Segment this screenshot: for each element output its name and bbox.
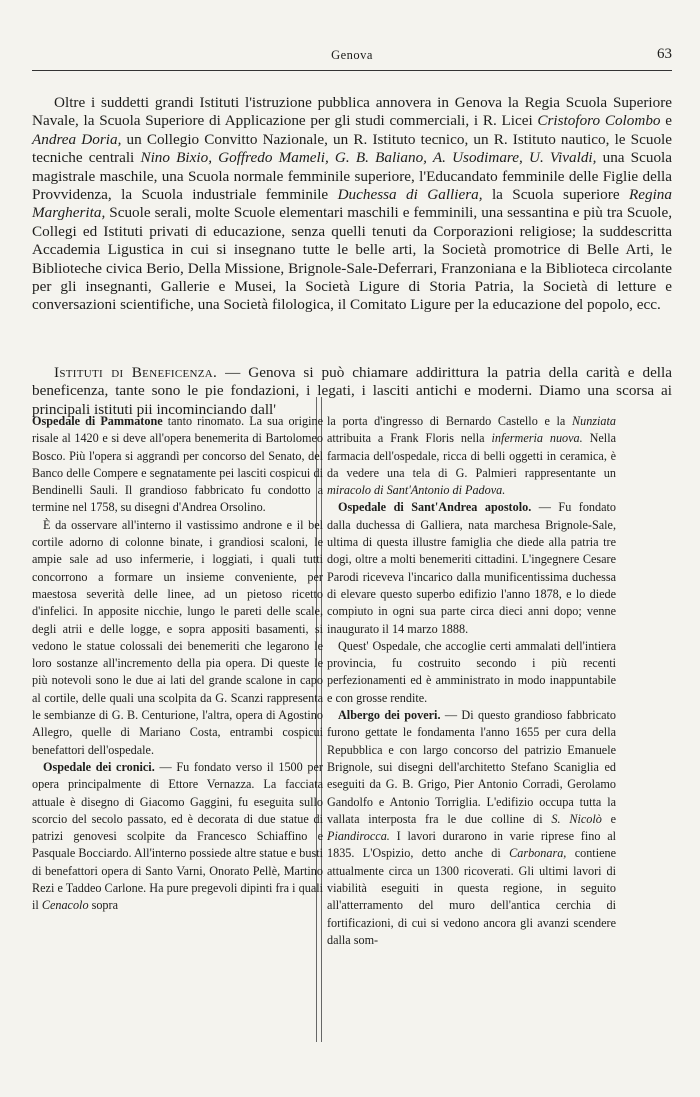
entry-heading: Ospedale dei cronici. — [43, 759, 155, 774]
italic-run: Cenacolo — [41, 898, 89, 913]
italic-run: S. Nicolò — [551, 811, 602, 826]
italic-run: infermeria nuova. — [491, 431, 583, 446]
italic-run: Regina Margherita, — [32, 186, 672, 222]
entry-heading: Albergo dei poveri. — [338, 708, 441, 723]
italic-run: Carbonara, — [509, 846, 567, 861]
text-run: — Di questo grandioso fabbricato furono gettate le fondamenta l'anno 1655 per cura della Repubblica e con largo concorso del patrizio Emanuele Brignole, sui disegni dell'architetto Stefano Scaniglia ed eseguiti da G. B. Grigo, Pier Antonio Corradi, Gerolamo Gandolfo e Antonio Torriglia. L'edifizio occupa tutta la vallata interposta fra le due colline di — [327, 708, 616, 826]
pammatone-paragraph — [32, 413, 323, 517]
running-header — [32, 46, 672, 66]
entry-heading: Ospedale di Pammatone — [32, 414, 163, 428]
section-heading: Istituti di Beneficenza. — [54, 364, 218, 381]
italic-run: Andrea Doria, — [32, 130, 122, 148]
text-run: una Scuola magistrale maschile, una Scuola normale femminile superiore, l'Educandato femminile delle Figlie della Provvidenza, la Scuola industriale femminile — [32, 149, 673, 204]
italic-run: Piandirocca. — [327, 829, 390, 844]
right-column — [327, 413, 616, 949]
albergo-paragraph — [327, 707, 616, 949]
running-title: Genova — [331, 48, 373, 62]
page-number: 63 — [657, 46, 672, 62]
text-run: Oltre i suddetti grandi Istituti l'istruzione pubblica annovera in Genova la Regia Scuola Superiore Navale, la Scuola Superiore di Applicazione per gli studi commerciali, i R. Licei — [32, 94, 672, 130]
text-run: — Fu fondato verso il 1500 per opera principalmente di Ettore Vernazza. La facciata attuale è disegno di Giacomo Gaggini, fu eseguita sullo scorcio del secolo passato, ed è decorata di due statue di patrizi genovesi scolpite da Francesco Schiaffino e Pasquale Bocciardo. All'interno possiede altre statue e busti di benefattori opera di Santo Varni, Onorato Pellè, Martino Rezi e Taddeo Carlone. Ha pure pregevoli dipinti fra i quali il — [32, 759, 323, 913]
text-run: Scuole serali, molte Scuole elementari maschili e femminili, una sessantina e più tra Scuole, Collegi ed Istituti privati di educazione, senza quelli tenuti da Corporazioni religiose; la suddescritta Accademia Ligustica in cui si insegnano tutte le belle arti, la Società promotrice di Belle Arti, le Biblioteche civica Berio, Della Missione, Brignole-Sale-Deferrari, Franzoniana e la Biblioteca circolante per gli insegnanti, Gallerie e Musei, la Società Ligure di Storia Patria, la Società di letture e conversazioni scientifiche, una Società filologica, il Comitato Ligure per la educazione del popolo, ecc. — [32, 204, 672, 314]
text-run: — Fu fondato dalla duchessa di Galliera, nata marchesa Brignole-Sale, ultima di questa illustre famiglia che diede alla patria tre dogi, oltre a molti benemeriti cittadini. L'ingegnere Cesare Parodi riceveva l'incarico dalla munificentissima duchessa di elevare questo superbo edifizio l'anno 1878, e lo diede compiuto in ogni sua parte circa dieci anni dopo; venne inaugurato il 14 marzo 1888. — [327, 500, 616, 636]
text-run: un Collegio Convitto Nazionale, un R. Istituto tecnico, un R. Istituto nautico, le Scuole tecniche centrali — [32, 130, 672, 167]
italic-run: Cristoforo Colombo — [537, 112, 661, 130]
text-run: e — [660, 112, 672, 130]
education-paragraph — [32, 94, 672, 315]
italic-run: Nino Bixio, Goffredo Mameli, G. B. Baliano, A. Usodimare, U. Vivaldi, — [140, 149, 597, 167]
text-run: contiene attualmente circa un 1300 ricoverati. Gli ultimi lavori di viabilità eseguiti in questa regione, in seguito all'atterramento del muro dell'antica cerchia di fortificazioni, di cui si vedono ancora gli avanzi scendere dalla som- — [327, 846, 616, 947]
left-column — [32, 413, 323, 915]
santandrea-paragraph-2: Quest' Ospedale, che accoglie certi ammalati dell'intiera provincia, fu costruito secondo i più recenti perfezionamenti ed è amministrato in modo inappuntabile e con grosse rendite. — [327, 638, 616, 705]
santandrea-paragraph — [327, 499, 616, 637]
text-run: — Genova si può chiamare addirittura la patria della carità e della beneficenza, tante sono le pie fondazioni, i legati, i lasciti antichi e moderni. Diamo una scorsa ai principali istituti pii incominciando dall' — [32, 364, 672, 418]
text-run: tanto rinomato. La sua origine risale al 1420 e si deve all'opera benemerita di Bartolomeo Bosco. Più l'opera si aggrandì per concorso del Senato, del Banco delle Compere e segnatamente pei lasciti cospicui di Bendinelli Sauli. Il grandioso fabbricato fu condotto a termine nel 1758, su disegni d'Andrea Orsolino. — [32, 414, 323, 515]
text-run: la Scuola superiore — [482, 186, 629, 204]
text-run: la porta d'ingresso di Bernardo Castello e la — [327, 414, 572, 428]
pammatone-paragraph-2: È da osservare all'interno il vastissimo androne e il bel cortile adorno di colonne binate, i grandiosi scaloni, le ampie sale ad uso infermerie, i loggiati, i quali tutti concorrono a formare un insieme conveniente, per maestosa severità delle linee, ad un pietoso ricetto d'infelici. In apposite nicchie, lungo le pareti delle scale, degli atrii e delle logge, e sopra appositi basamenti, si vedono le statue colossali dei benemeriti che legarono le loro sostanze all'incremento della pia opera. Di queste le più notevoli sono le due ai lati del grande scalone in capo al cortile, delle quali una scolpita da G. Scanzi rappresenta le sembianze di G. B. Centurione, l'altra, opera di Agostino Allegro, quelle di Mariano Costa, entrambi cospicui benefattori dell'ospedale. — [32, 517, 323, 757]
text-run: attribuita a Frank Floris nella — [327, 431, 492, 446]
text-run: I lavori durarono in varie riprese fino al 1835. L'Ospizio, detto anche di — [327, 829, 616, 861]
text-run: e — [601, 811, 616, 826]
text-run: Nella farmacia dell'ospedale, ricca di belli oggetti in ceramica, è da vedere una tela di G. Palmieri rappresentante un — [327, 431, 616, 480]
charity-paragraph — [32, 364, 672, 419]
cronici-continuation — [327, 413, 616, 499]
italic-run: Duchessa di Galliera, — [337, 186, 483, 204]
entry-heading: Ospedale di Sant'Andrea apostolo. — [338, 500, 532, 515]
italic-run: miracolo di Sant'Antonio di Padova. — [327, 483, 506, 498]
header-rule — [32, 70, 672, 71]
text-run: sopra — [88, 898, 118, 913]
cronici-paragraph — [32, 759, 323, 915]
italic-run: Nunziata — [571, 414, 616, 428]
